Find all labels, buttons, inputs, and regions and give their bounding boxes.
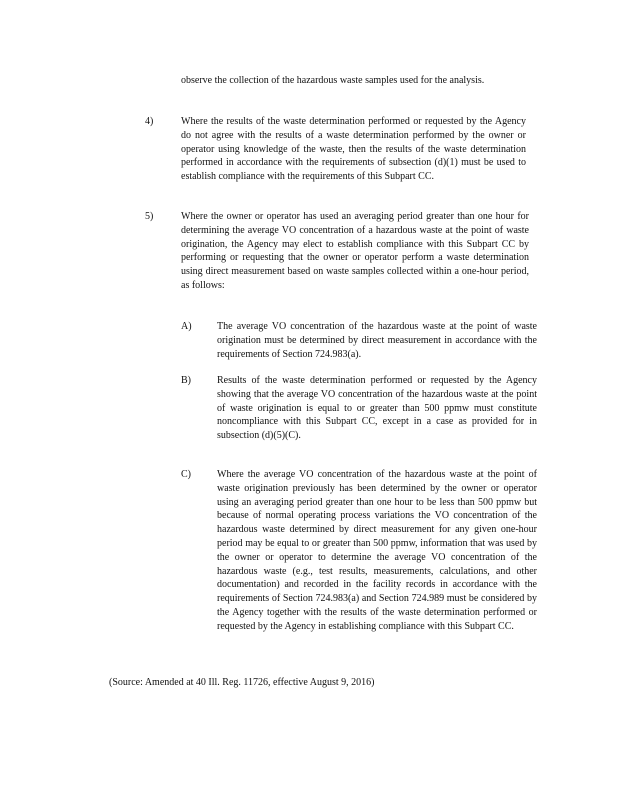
subitem-c-letter: C) (181, 469, 191, 480)
intro-paragraph: observe the collection of the hazardous waste samples used for the analysis. (181, 75, 485, 86)
subitem-b-text: Results of the waste determination performed or requested by the Agency showing that the average VO concentration of the hazardous waste at the point of waste origination is equal to or greater than 500 ppmw must constitute noncompliance with this Subpart CC, except in a case as provided for in subsection (d)(5)(C). (217, 375, 537, 442)
subitem-b-letter: B) (181, 375, 191, 386)
subitem-a-letter: A) (181, 321, 192, 332)
subitem-c-text: Where the average VO concentration of the hazardous waste at the point of waste origination previously has been determined by the owner or operator using an averaging period greater than one hour to be less than 500 ppmw but because of normal operating process variations the VO concentration of the hazardous waste determined by direct measurement for any given one-hour period may be equal to or greater than 500 ppmw, information that was used by the owner or operator to determine the average VO concentration of the hazardous waste (e.g., test results, measurements, calculations, and other documentation) and recorded in the facility records in accordance with the requirements of Section 724.983(a) and Section 724.989 must be considered by the Agency together with the results of the waste determination performed or requested by the Agency in establishing compliance with this Subpart CC. (217, 469, 537, 632)
item-5-text: Where the owner or operator has used an averaging period greater than one hour for determining the average VO concentration of a hazardous waste at the point of waste origination, the Agency may elect to establish compliance with this Subpart CC by performing or requesting that the owner or operator perform a waste determination using direct measurement based on waste samples collected within a one-hour period, as follows: (181, 211, 529, 291)
subitem-a-text: The average VO concentration of the hazardous waste at the point of waste origination must be determined by direct measurement in accordance with the requirements of Section 724.983(a). (217, 321, 537, 360)
item-5-number: 5) (145, 211, 154, 222)
item-4-text: Where the results of the waste determination performed or requested by the Agency do not agree with the results of a waste determination performed by the owner or operator using knowledge of the waste, then the results of the waste determination performed in accordance with the requirements of subsection (d)(1) must be used to establish compliance with the requirements of this Subpart CC. (181, 116, 526, 183)
item-4-number: 4) (145, 116, 154, 127)
source-note: (Source: Amended at 40 Ill. Reg. 11726, effective August 9, 2016) (109, 677, 375, 688)
